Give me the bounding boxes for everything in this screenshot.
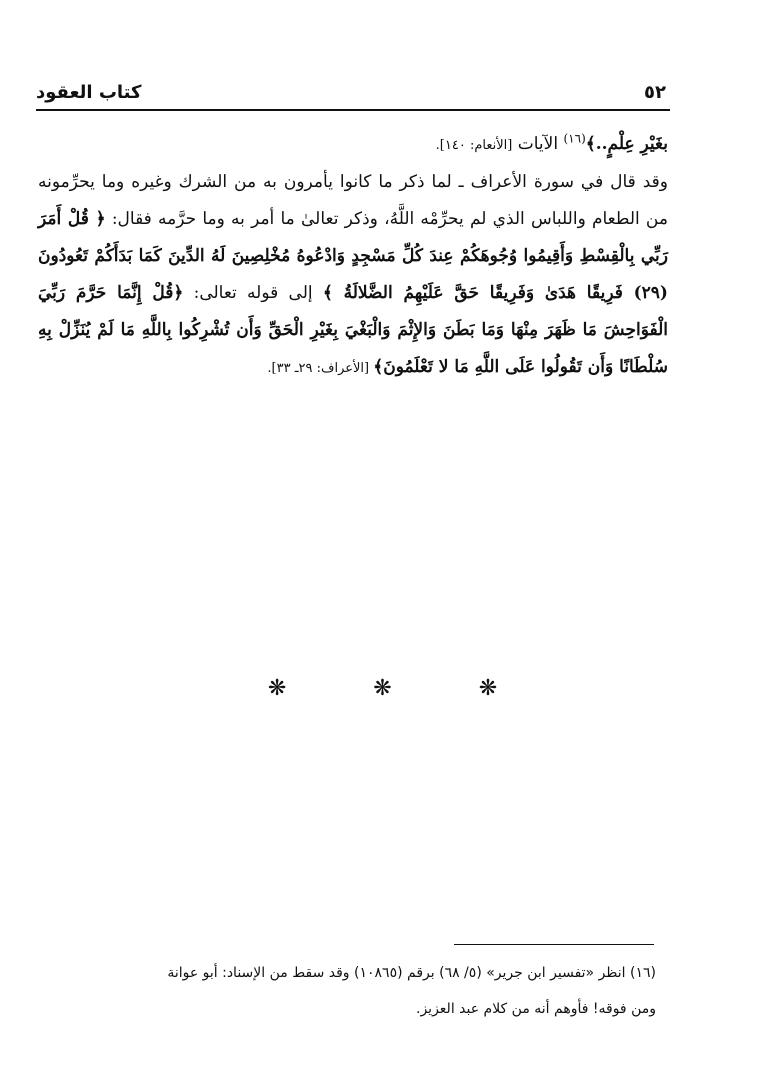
page-number: ٥٢: [644, 82, 666, 103]
quran-verse-2: ﴿قُلْ إِنَّمَا حَرَّمَ رَبِّيَ الْفَوَاحِشَ مَا ظَهَرَ مِنْهَا وَمَا بَطَنَ وَالإِثْمَ وَالْبَغْيَ بِغَيْرِ الْحَقِّ وَأَن تُشْرِكُوا بِاللَّهِ مَا لَمْ يُنَزِّلْ بِهِ سُلْطَانًا وَأَن تَقُولُوا عَلَى اللَّهِ مَا لا تَعْلَمُونَ﴾: [38, 283, 668, 377]
footnote-line-1: (١٦) انظر «تفسير ابن جرير» (٥/ ٦٨) برقم (١٠٨٦٥) وقد سقط من الإسناد: أبو عوانة: [167, 965, 656, 981]
main-text: [38, 126, 668, 387]
footnote-marker: (١٦): [563, 131, 586, 146]
paragraph-2-middle: إلى قوله تعالى:: [183, 283, 323, 303]
paragraph-1-tail: الآيات: [512, 134, 564, 154]
quran-verse-fragment: بغَيْرِ عِلْمٍ..﴾: [585, 134, 668, 154]
footnote-rule: [454, 944, 654, 945]
quran-verse-1: ﴿ قُلْ أَمَرَ رَبِّي بِالْقِسْطِ وَأَقِيمُوا وُجُوهَكُمْ عِندَ كُلِّ مَسْجِدٍ وَادْعُوهُ مُخْلِصِينَ لَهُ الدِّينَ كَمَا بَدَأَكُمْ تَعُودُونَ (٢٩) فَرِيقًا هَدَىٰ وَفَرِيقًا حَقَّ عَلَيْهِمُ الضَّلالَةُ ﴾: [38, 209, 668, 303]
header-rule: [36, 109, 670, 111]
verse-reference: [الأنعام: ١٤٠].: [435, 138, 513, 153]
paragraph-2: [38, 164, 668, 387]
page-header: [36, 82, 666, 108]
paragraph-1: [38, 126, 668, 164]
footnotes: [36, 955, 656, 1027]
book-title: كتاب العقود: [36, 82, 142, 103]
paragraph-2-text: وقد قال في سورة الأعراف ـ لما ذكر ما كانوا يأمرون به من الشرك وغيره وما يحرِّمونه من الطعام واللباس الذي لم يحرِّمْه اللَّهُ، وذكر تعالىٰ ما أمر به وما حرَّمه فقال:: [38, 172, 668, 229]
verse-reference-2: [الأعراف: ٢٩ـ ٣٣].: [267, 361, 374, 376]
section-separator: ❋ ❋ ❋: [267, 676, 538, 701]
footnote-line-2: ومن فوقه! فأوهم أنه من كلام عبد العزيز.: [416, 1001, 656, 1017]
